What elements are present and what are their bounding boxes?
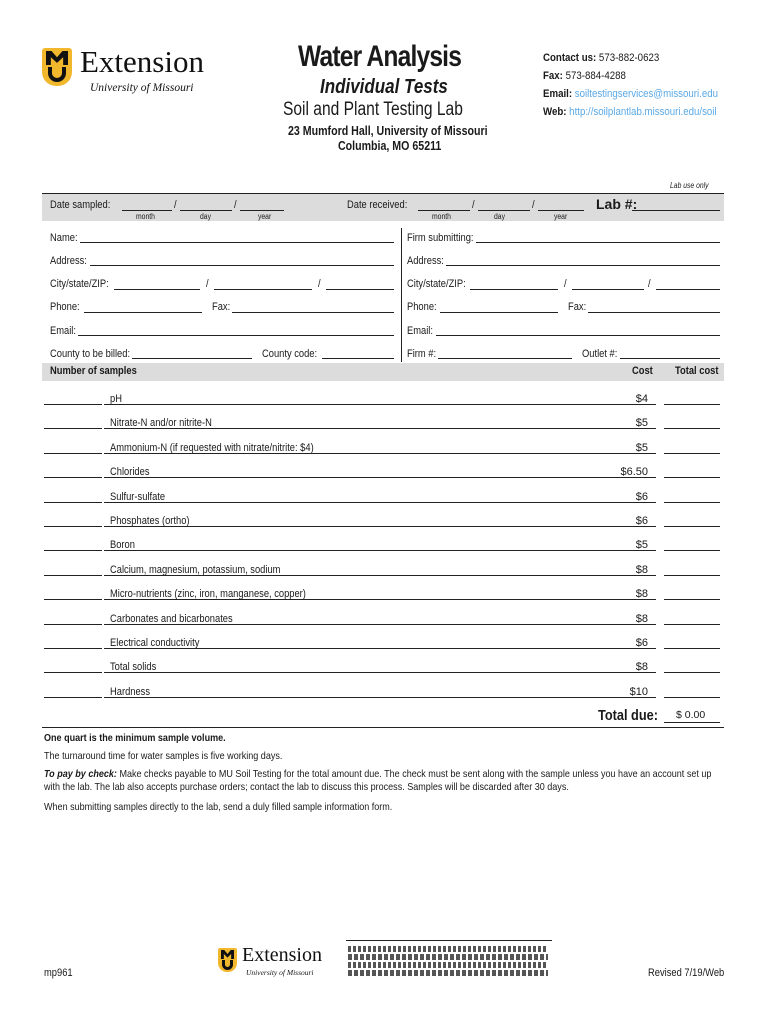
firm-city-field[interactable]: [470, 289, 558, 290]
test-cost: $8: [635, 564, 648, 576]
mu-logo-icon: [42, 48, 72, 86]
table-header-band: [42, 363, 724, 381]
city-label: City/state/ZIP:: [50, 278, 109, 290]
lab-use-divider: [342, 193, 724, 194]
row-rule: [104, 477, 656, 478]
firm-city-slash-1: /: [564, 278, 567, 290]
test-cost: $10: [629, 686, 648, 698]
row-rule: [104, 672, 656, 673]
sample-count-field[interactable]: [44, 502, 102, 503]
date-received-day[interactable]: [478, 210, 530, 211]
year-caption: year: [258, 212, 272, 221]
page-subtitle: Individual Tests: [320, 76, 448, 98]
footer-logo-extension-word: Extension: [242, 944, 322, 966]
name-label: Name:: [50, 232, 78, 244]
row-total-field[interactable]: [664, 648, 720, 649]
date-sampled-day[interactable]: [180, 210, 232, 211]
contact-fax-line: [543, 70, 626, 82]
test-cost: $6: [635, 491, 648, 503]
note-turnaround: The turnaround time for water samples is five working days.: [44, 750, 283, 762]
firm-email-label: Email:: [407, 325, 433, 337]
web-label: Web:: [543, 106, 567, 118]
firm-email-field[interactable]: [436, 335, 720, 336]
test-cost: $6: [635, 515, 648, 527]
row-total-field[interactable]: [664, 672, 720, 673]
note-submitting: When submitting samples directly to the lab, send a duly filled sample information form.: [44, 801, 393, 813]
total-divider: [42, 727, 724, 728]
address-field[interactable]: [90, 265, 394, 266]
row-rule: [104, 502, 656, 503]
test-name: Sulfur-sulfate: [110, 491, 166, 503]
firm-fax-field[interactable]: [588, 312, 720, 313]
address-label: Address:: [50, 255, 87, 267]
test-name: Boron: [110, 539, 135, 551]
contact-web-link[interactable]: http://soilplantlab.missouri.edu/soil: [569, 106, 717, 118]
row-rule: [104, 404, 656, 405]
date-sampled-label: Date sampled:: [50, 199, 111, 211]
test-name: Chlorides: [110, 466, 150, 478]
year-caption-2: year: [554, 212, 568, 221]
col-total-cost: Total cost: [675, 365, 719, 377]
sample-count-field[interactable]: [44, 477, 102, 478]
county-code-label: County code:: [262, 348, 318, 360]
firm-state-field[interactable]: [572, 289, 644, 290]
row-rule: [104, 575, 656, 576]
slash-2: /: [234, 199, 237, 211]
lab-name: Soil and Plant Testing Lab: [283, 99, 463, 120]
revised-date: Revised 7/19/Web: [648, 967, 725, 979]
test-name: Calcium, magnesium, potassium, sodium: [110, 564, 281, 576]
total-due-value[interactable]: $ 0.00: [676, 709, 706, 721]
lab-number-field[interactable]: [632, 210, 720, 211]
pay-by-check-text: Make checks payable to MU Soil Testing for the total amount due. The check must be sent along with the sample unless you have an account set up with the lab. The lab also accepts purchase orders; contact the lab to discuss this process. Samples will be discarded after 30 days.: [44, 768, 712, 793]
city-slash-2: /: [318, 278, 321, 290]
test-name: Total solids: [110, 661, 157, 673]
contact-web-line: [543, 106, 717, 118]
slash-1: /: [174, 199, 177, 211]
sample-count-field[interactable]: [44, 672, 102, 673]
sample-count-field[interactable]: [44, 428, 102, 429]
test-name: Electrical conductivity: [110, 637, 200, 649]
contact-email-link[interactable]: soiltestingservices@missouri.edu: [574, 88, 719, 100]
row-rule: [104, 428, 656, 429]
county-billed-label: County to be billed:: [50, 348, 131, 360]
note-minimum: One quart is the minimum sample volume.: [44, 732, 226, 744]
row-rule: [104, 624, 656, 625]
lab-address-line1: 23 Mumford Hall, University of Missouri: [288, 124, 488, 138]
test-cost: $5: [635, 539, 648, 551]
firm-address-label: Address:: [407, 255, 444, 267]
total-due-label: Total due:: [598, 707, 658, 724]
sample-count-field[interactable]: [44, 697, 102, 698]
footer-rule: [346, 940, 552, 941]
page-title: Water Analysis: [298, 40, 462, 73]
col-cost: Cost: [632, 365, 653, 377]
day-caption-2: day: [494, 212, 505, 221]
firm-number-field[interactable]: [438, 358, 572, 359]
form-code: mp961: [44, 967, 73, 979]
sample-count-field[interactable]: [44, 599, 102, 600]
test-name: Micro-nutrients (zinc, iron, manganese, copper): [110, 588, 306, 600]
row-rule: [104, 697, 656, 698]
row-rule: [104, 599, 656, 600]
col-number-samples: Number of samples: [50, 365, 137, 377]
outlet-label: Outlet #:: [582, 348, 618, 360]
row-rule: [104, 526, 656, 527]
row-total-field[interactable]: [664, 453, 720, 454]
month-caption-2: month: [432, 212, 451, 221]
row-total-field[interactable]: [664, 575, 720, 576]
lab-address-line2: Columbia, MO 65211: [338, 139, 442, 153]
fax-label: Fax:: [543, 70, 563, 82]
test-cost: $6.50: [620, 466, 648, 478]
test-name: Carbonates and bicarbonates: [110, 613, 233, 625]
test-name: Ammonium-N (if requested with nitrate/nitrite: $4): [110, 442, 314, 454]
fax-label-left: Fax:: [212, 301, 231, 313]
row-total-field[interactable]: [664, 697, 720, 698]
date-received-year[interactable]: [538, 210, 584, 211]
pay-by-check-label: To pay by check:: [44, 768, 117, 780]
city-field[interactable]: [114, 289, 200, 290]
row-rule: [104, 648, 656, 649]
total-due-underline: [664, 722, 720, 723]
firm-submitting-label: Firm submitting:: [407, 232, 474, 244]
test-cost: $6: [635, 637, 648, 649]
row-rule: [104, 550, 656, 551]
state-field[interactable]: [214, 289, 312, 290]
contact-phone: 573-882-0623: [598, 52, 660, 64]
row-total-field[interactable]: [664, 624, 720, 625]
test-cost: $8: [635, 661, 648, 673]
county-code-field[interactable]: [322, 358, 394, 359]
county-billed-field[interactable]: [132, 358, 252, 359]
row-total-field[interactable]: [664, 404, 720, 405]
email-label-left: Email:: [50, 325, 76, 337]
sample-count-field[interactable]: [44, 648, 102, 649]
footer-fine-print: [348, 944, 548, 978]
slash-4: /: [532, 199, 535, 211]
date-sampled-year[interactable]: [240, 210, 284, 211]
month-caption: month: [136, 212, 155, 221]
firm-phone-label: Phone:: [407, 301, 437, 313]
outlet-field[interactable]: [620, 358, 720, 359]
row-total-field[interactable]: [664, 428, 720, 429]
row-total-field[interactable]: [664, 526, 720, 527]
test-cost: $5: [635, 442, 648, 454]
row-rule: [104, 453, 656, 454]
email-label: Email:: [543, 88, 573, 100]
lab-number-label: Lab #:: [596, 196, 638, 212]
test-cost: $8: [635, 588, 648, 600]
test-name: Nitrate-N and/or nitrite-N: [110, 417, 212, 429]
row-total-field[interactable]: [664, 550, 720, 551]
fax-field[interactable]: [232, 312, 394, 313]
sample-count-field[interactable]: [44, 624, 102, 625]
firm-submitting-field[interactable]: [476, 242, 720, 243]
lab-use-only-label: Lab use only: [670, 181, 709, 190]
footer-logo-university-word: University of Missouri: [246, 968, 314, 977]
firm-city-slash-2: /: [648, 278, 651, 290]
logo-university-word: University of Missouri: [90, 82, 194, 94]
contact-phone-line: [543, 52, 659, 64]
phone-label: Phone:: [50, 301, 80, 313]
contact-label: Contact us:: [543, 52, 597, 64]
day-caption: day: [200, 212, 211, 221]
sample-count-field[interactable]: [44, 526, 102, 527]
note-payment: [44, 768, 723, 794]
date-sampled-month[interactable]: [122, 210, 172, 211]
footer-mu-logo-icon: [218, 948, 237, 972]
sample-count-field[interactable]: [44, 404, 102, 405]
name-field[interactable]: [80, 242, 394, 243]
sample-count-field[interactable]: [44, 550, 102, 551]
city-slash-1: /: [206, 278, 209, 290]
slash-3: /: [472, 199, 475, 211]
test-cost: $4: [635, 393, 648, 405]
firm-zip-field[interactable]: [656, 289, 720, 290]
firm-address-field[interactable]: [446, 265, 720, 266]
contact-email-line: [543, 88, 718, 100]
phone-field[interactable]: [84, 312, 202, 313]
row-total-field[interactable]: [664, 477, 720, 478]
zip-field[interactable]: [326, 289, 394, 290]
firm-number-label: Firm #:: [407, 348, 437, 360]
column-divider: [401, 228, 402, 362]
sample-count-field[interactable]: [44, 453, 102, 454]
row-total-field[interactable]: [664, 502, 720, 503]
contact-fax: 573-884-4288: [565, 70, 626, 82]
email-field[interactable]: [78, 335, 394, 336]
date-received-month[interactable]: [418, 210, 470, 211]
test-name: Phosphates (ortho): [110, 515, 190, 527]
test-cost: $8: [635, 613, 648, 625]
sample-count-field[interactable]: [44, 575, 102, 576]
firm-fax-label: Fax:: [568, 301, 587, 313]
date-band-top-left: [42, 193, 342, 194]
firm-phone-field[interactable]: [440, 312, 558, 313]
logo-extension-word: Extension: [80, 44, 204, 79]
test-cost: $5: [635, 417, 648, 429]
test-name: pH: [110, 393, 122, 405]
firm-city-label: City/state/ZIP:: [407, 278, 466, 290]
test-name: Hardness: [110, 686, 151, 698]
row-total-field[interactable]: [664, 599, 720, 600]
date-received-label: Date received:: [347, 199, 408, 211]
